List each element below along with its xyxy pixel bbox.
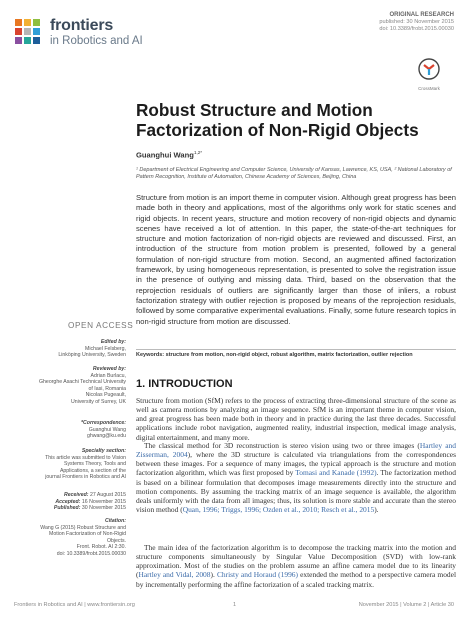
keywords-list: structure from motion, non-rigid object, robust algorithm, matrix factorization, outlier rejection (165, 352, 413, 358)
crossmark-label: CrossMark (418, 86, 440, 91)
keywords (136, 352, 456, 359)
p2-text-c: . The factorization method is based on a bilinear formulation that decomposes image measurements directly into the structure and motion components. By assuming the tracking matrix of an image sequence is available, the algorithm deals uniformly with the data from all images; thus, its solution is more stable and accurate than the stereo vision method ( (136, 468, 456, 515)
p3-text-c: extended the method to a perspective camera model by incrementally performing the affine factorization of a scaled tracking matrix. (136, 570, 457, 589)
footer-issue: November 2015 | Volume 2 | Article 30 (358, 602, 454, 608)
crossmark-icon (418, 58, 440, 80)
dates (14, 492, 126, 512)
published-date: published: 30 November 2015 (379, 19, 454, 26)
footer-page-number: 1 (233, 602, 237, 608)
article-doi[interactable]: doi: 10.3389/frobt.2015.00030 (379, 26, 454, 33)
correspondence-value[interactable]: Guanghui Wang ghwang@ku.edu (86, 426, 126, 440)
specialty-label: Specialty section: (81, 448, 126, 454)
edited-by-label: Edited by: (100, 339, 126, 345)
citation-label: Citation: (104, 518, 126, 524)
p2-text-a: The classical method for 3D reconstruction is stereo vision using two or three images ( (144, 441, 420, 450)
p3-text-b: ). (210, 570, 217, 580)
intro-paragraph-3 (136, 543, 456, 589)
citation (14, 518, 126, 558)
ref-tomasi-kanade-link[interactable]: Tomasi and Kanade (1992) (295, 468, 377, 478)
p3-text-a: The main idea of the factorization algorithm is to decompose the tracking matrix into the motion and structure components simultaneously by Singular Value Decomposition (SVD) with low-rank approximation. Most of the studies on the problem assume an affine camera model due to its linearity ( (136, 543, 456, 580)
specialty-section (14, 448, 126, 481)
ref-hartley-zisserman-link[interactable]: Hartley and Zisserman, 2004 (136, 441, 456, 460)
frontiers-logo-icon (13, 17, 43, 47)
crossmark-badge[interactable] (414, 58, 444, 91)
article-type: ORIGINAL RESEARCH (389, 12, 454, 18)
reviewed-by (14, 366, 126, 406)
published-date-side: 30 November 2015 (81, 505, 126, 512)
article-meta (379, 12, 454, 34)
author-affiliation-marks: 1,2* (193, 150, 202, 155)
accepted-date: 16 November 2015 (81, 498, 126, 505)
edited-by (14, 339, 126, 359)
received-date: 27 August 2015 (89, 492, 126, 498)
p2-text-b: ), where the 3D structure is calculated via triangulations from the correspondences between these images. For a sequence of many images, the typical approach is the structure and motion factorization algorithm, which was first proposed by (136, 450, 456, 478)
intro-paragraph-1: Structure from motion (SfM) refers to the process of extracting three-dimensional structure of the scene as well as camera motions by analyzing an image sequence. SfM is an important theme in computer vision, and great progress has been made both in theory and in practice during the last three decades. Successful applications include robot navigation, augmented reality, industrial inspection, medical image analysis, digital entertainment, and many more. (136, 396, 456, 442)
section-heading-introduction: 1. INTRODUCTION (136, 378, 233, 390)
published-label: Published: (53, 505, 81, 512)
specialty-value: This article was submitted to Vision Systems Theory, Tools and Applications, a section of the journal Frontiers in Robotics and AI (45, 454, 126, 481)
open-access-label: OPEN ACCESS (68, 321, 134, 330)
reviewed-by-value: Adrian Burlacu, Gheorghe Asachi Technical University of Iasi, Romania Nicolas Pugeault, University of Surrey, UK (39, 372, 126, 405)
article-title: Robust Structure and Motion Factorization of Non-Rigid Objects (136, 100, 419, 140)
correspondence (14, 420, 126, 440)
author-name[interactable]: Guanghui Wang (136, 150, 194, 160)
abstract-divider (136, 349, 456, 350)
abstract: Structure from motion is an import theme in computer vision. Although great progress has been made both in theory and applications, most of the algorithms only work for static scenes and rigid objects. In recent years, structure and motion recovery of non-rigid objects and dynamic scenes have received a lot of attention. In this paper, the state-of-the-art techniques for structure and motion factorization of non-rigid objects are reviewed and discussed. First, an introduction of the structure from motion problem is presented, followed by a general formulation of non-rigid structure from motion. Second, an augmented affined factorization framework, by using homogeneous representation, is presented to solve the registration issue in the presence of outlying and missing data. Third, based on the observation that the reprojection residuals of outliers are significantly larger than those of inliers, a robust factorization strategy with outlier rejection is proposed by means of the reprojection residuals, followed by some comparative experimental evaluations. Finally, some future research topics in non-rigid structure from motion are discussed. (136, 193, 456, 326)
keywords-label: Keywords: (136, 352, 165, 358)
ref-quan-triggs-link[interactable]: Quan, 1996; Triggs, 1996; Ozden et al., 2010; Resch et al., 2015 (182, 505, 375, 515)
footer-journal[interactable]: Frontiers in Robotics and AI | www.frontiersin.org (14, 602, 135, 608)
journal-name: in Robotics and AI (50, 35, 143, 47)
reviewed-by-label: Reviewed by: (92, 366, 126, 372)
ref-christy-horaud-link[interactable]: Christy and Horaud (1996) (216, 570, 298, 580)
p2-text-d: ). (374, 505, 379, 515)
affiliations: ¹ Department of Electrical Engineering and Computer Science, University of Kansas, Lawrence, KS, USA, ² National Laboratory of Pattern Recognition, Institute of Automation, Chinese Academy of Sciences, Beijing, China (136, 167, 452, 181)
correspondence-label: *Correspondence: (81, 420, 126, 426)
edited-by-value: Michael Felsberg, Linköping University, Sweden (58, 345, 126, 359)
received-label: Received: (63, 492, 89, 498)
brand-name: frontiers (50, 17, 114, 34)
citation-value: Wang G (2015) Robust Structure and Motion Factorization of Non-Rigid Objects. Front. Robot. AI 2:30. doi: 10.3389/frobt.2015.00030 (40, 524, 126, 557)
ref-hartley-vidal-link[interactable]: Hartley and Vidal, 2008 (138, 570, 211, 580)
accepted-label: Accepted: (55, 498, 81, 505)
author-line (136, 150, 202, 160)
intro-paragraph-2 (136, 441, 456, 514)
